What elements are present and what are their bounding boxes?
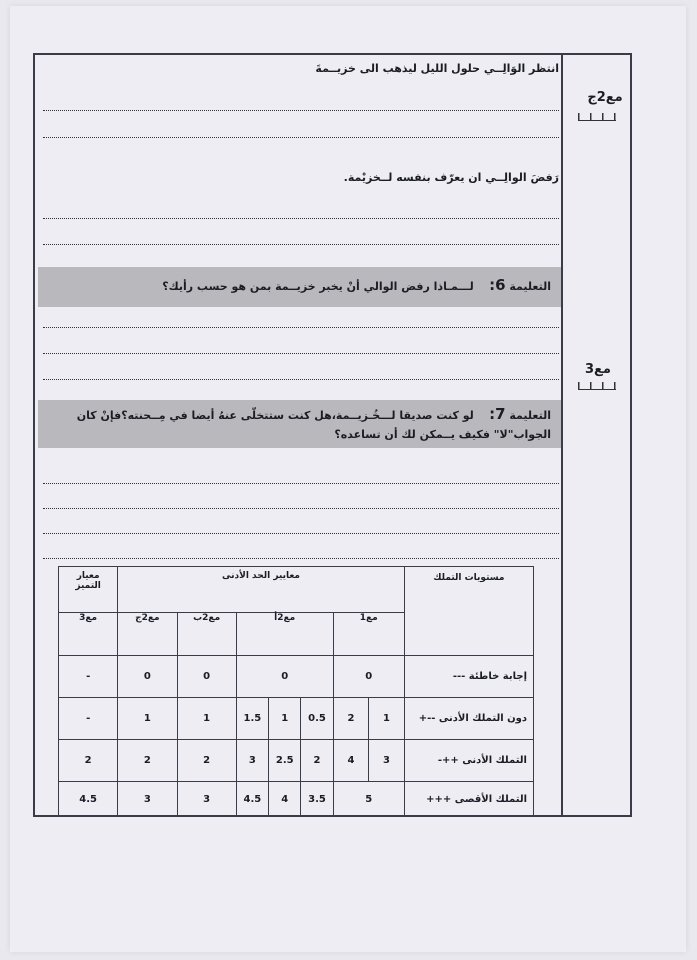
criterion-3-label: مع3 <box>585 362 611 377</box>
row-label: إجابة خاطئة --- <box>404 656 533 698</box>
table-cell: 2 <box>59 740 118 782</box>
table-cell: - <box>59 698 118 740</box>
instruction-6-number: 6: <box>489 276 506 294</box>
header-excellence <box>59 567 118 613</box>
header-minimum-criteria: معايير الحد الأدنى <box>118 567 404 613</box>
table-cell: 4.5 <box>236 782 268 817</box>
criterion-2c-label: مع2ج <box>587 90 623 105</box>
table-cell: 2 <box>301 740 333 782</box>
table-cell: - <box>59 656 118 698</box>
table-cell: 3 <box>177 782 236 817</box>
answer-dotted-line <box>43 533 559 534</box>
row-label: التملك الأقصى +++ <box>404 782 533 817</box>
grading-criteria-table <box>58 566 534 817</box>
answer-dotted-line <box>43 244 559 245</box>
table-cell: 0.5 <box>301 698 333 740</box>
table-cell: 4 <box>333 740 369 782</box>
instruction-7-text-line-1: لو كنت صديقا لـــخُـزيــمة،هل كنت ستتخلّى عنهُ أيضا في مِــحنته؟فإنْ كان <box>76 409 474 422</box>
table-cell: 1 <box>118 698 177 740</box>
table-cell: 1 <box>177 698 236 740</box>
instruction-6-text: لـــمـاذا رفض الوالي أنْ يخبر خزيــمة بمن هو حسب رأيك؟ <box>162 280 474 293</box>
instruction-6-band <box>38 267 561 307</box>
statement-line-2: رَفضَ الوالِــي ان يعرّف بنفسه لــخزيْمة. <box>343 171 559 184</box>
header-excellence-line-2: التميز <box>75 581 101 591</box>
criterion-header: مع1 <box>333 613 404 656</box>
table-cell: 3 <box>236 740 268 782</box>
row-label: التملك الأدنى ++- <box>404 740 533 782</box>
instruction-7-band <box>38 400 561 448</box>
instruction-6-label: التعليمة <box>509 280 551 293</box>
answer-dotted-line <box>43 353 559 354</box>
table-cell: 2 <box>118 740 177 782</box>
header-excellence-line-1: معيار <box>76 571 100 581</box>
answer-dotted-line <box>43 508 559 509</box>
header-levels: مستويات التملك <box>404 567 533 656</box>
score-boxes <box>578 113 616 121</box>
table-cell: 0 <box>177 656 236 698</box>
table-cell: 1 <box>269 698 301 740</box>
table-cell: 1.5 <box>236 698 268 740</box>
table-row <box>59 656 534 698</box>
table-row <box>59 740 534 782</box>
table-cell: 2.5 <box>269 740 301 782</box>
table-cell: 3 <box>118 782 177 817</box>
criterion-header: مع2ج <box>118 613 177 656</box>
answer-dotted-line <box>43 218 559 219</box>
criterion-header: مع2ب <box>177 613 236 656</box>
score-boxes <box>578 382 616 390</box>
table-cell: 3.5 <box>301 782 333 817</box>
criterion-header: مع3 <box>59 613 118 656</box>
instruction-7-label: التعليمة <box>509 409 551 422</box>
table-cell: 0 <box>118 656 177 698</box>
table-cell: 1 <box>369 698 405 740</box>
instruction-7-text-line-2: الجواب"لا" فكيف يــمكن لك أن تساعده؟ <box>334 428 551 441</box>
table-cell: 3 <box>369 740 405 782</box>
answer-dotted-line <box>43 110 559 111</box>
criterion-header: مع2أ <box>236 613 333 656</box>
table-cell: 0 <box>236 656 333 698</box>
answer-dotted-line <box>43 137 559 138</box>
instruction-7-number: 7: <box>489 405 506 423</box>
answer-dotted-line <box>43 558 559 559</box>
table-cell: 2 <box>333 698 369 740</box>
table-row <box>59 698 534 740</box>
table-cell: 2 <box>177 740 236 782</box>
table-cell: 5 <box>333 782 404 817</box>
table-cell: 0 <box>333 656 404 698</box>
statement-line-1: انتظر الوَالِــي حلول الليل ليذهب الى خزيــمةَ <box>315 62 559 75</box>
row-label: دون التملك الأدنى --+ <box>404 698 533 740</box>
table-cell: 4.5 <box>59 782 118 817</box>
answer-dotted-line <box>43 483 559 484</box>
criteria-column-divider <box>561 53 563 817</box>
answer-dotted-line <box>43 379 559 380</box>
table-row <box>59 782 534 817</box>
table-cell: 4 <box>269 782 301 817</box>
answer-dotted-line <box>43 327 559 328</box>
